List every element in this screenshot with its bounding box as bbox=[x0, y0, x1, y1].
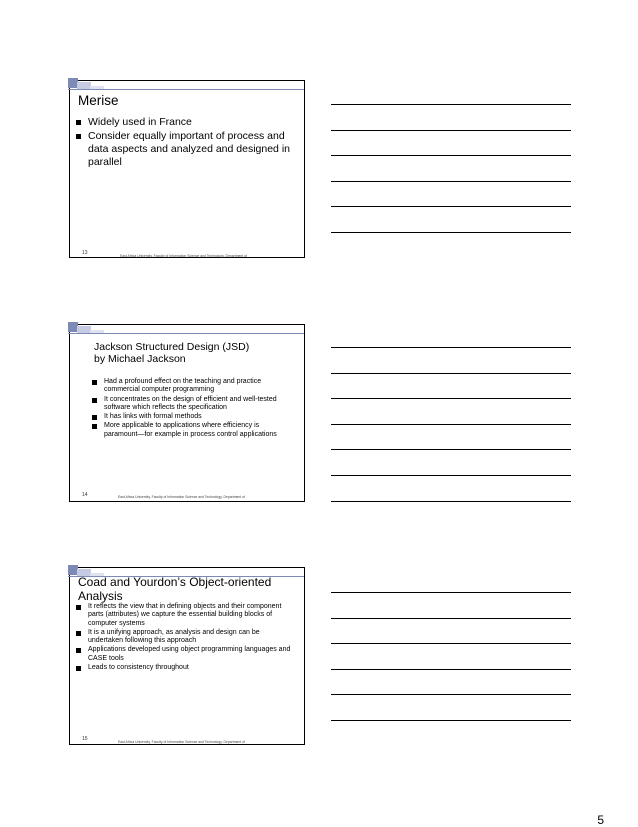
slide-number: 15 bbox=[82, 736, 88, 742]
slide-title: Merise bbox=[78, 93, 119, 108]
square-bullet-icon bbox=[92, 415, 97, 420]
slide-13 bbox=[69, 80, 305, 258]
list-item: It concentrates on the design of efficient and well-tested software which reflects the specification bbox=[92, 396, 292, 413]
list-item: Widely used in France bbox=[76, 116, 298, 129]
square-bullet-icon bbox=[76, 666, 81, 671]
slide-decoration bbox=[68, 78, 108, 92]
bullet-list bbox=[76, 603, 292, 672]
square-bullet-icon bbox=[92, 424, 97, 429]
square-bullet-icon bbox=[92, 380, 97, 385]
bullet-list bbox=[92, 378, 292, 439]
notes-lines-15 bbox=[331, 592, 571, 746]
square-bullet-icon bbox=[76, 605, 81, 610]
list-item: Consider equally important of process and data aspects and analyzed and designed in parallel bbox=[76, 130, 298, 169]
slide-footer: East Africa University, Faculty of Information Science and Technology, Department of bbox=[118, 740, 246, 744]
slide-number: 13 bbox=[82, 250, 88, 256]
list-item: Leads to consistency throughout bbox=[76, 664, 292, 672]
slide-footer: East Africa University, Faculty of Information Science and Technology, Department of bbox=[120, 254, 248, 258]
slide-15 bbox=[69, 567, 305, 745]
list-item: Had a profound effect on the teaching and practice commercial computer programming bbox=[92, 378, 292, 395]
page-number: 5 bbox=[597, 813, 604, 827]
square-bullet-icon bbox=[76, 120, 81, 125]
slide-decoration bbox=[68, 322, 108, 336]
slide-title: Jackson Structured Design (JSD) by Michael Jackson bbox=[94, 341, 250, 366]
list-item: It is a unifying approach, as analysis and design can be undertaken following this approach bbox=[76, 629, 292, 646]
square-bullet-icon bbox=[92, 398, 97, 403]
list-item: It reflects the view that in defining objects and their component parts (attributes) we capture the essential building blocks of computer systems bbox=[76, 603, 292, 628]
slide-14 bbox=[69, 324, 305, 502]
list-item: More applicable to applications where efficiency is paramount—for example in process control applications bbox=[92, 422, 292, 439]
notes-lines-14 bbox=[331, 347, 571, 526]
bullet-list bbox=[76, 116, 298, 170]
square-bullet-icon bbox=[76, 648, 81, 653]
square-bullet-icon bbox=[76, 134, 81, 139]
notes-lines-13 bbox=[331, 104, 571, 258]
list-item: It has links with formal methods bbox=[92, 413, 292, 421]
list-item: Applications developed using object programming languages and CASE tools bbox=[76, 646, 292, 663]
square-bullet-icon bbox=[76, 631, 81, 636]
slide-title: Coad and Yourdon’s Object-oriented Analysis bbox=[78, 575, 272, 604]
slide-number: 14 bbox=[82, 492, 88, 498]
slide-footer: East Africa University, Faculty of Information Science and Technology, Department of bbox=[118, 495, 246, 499]
